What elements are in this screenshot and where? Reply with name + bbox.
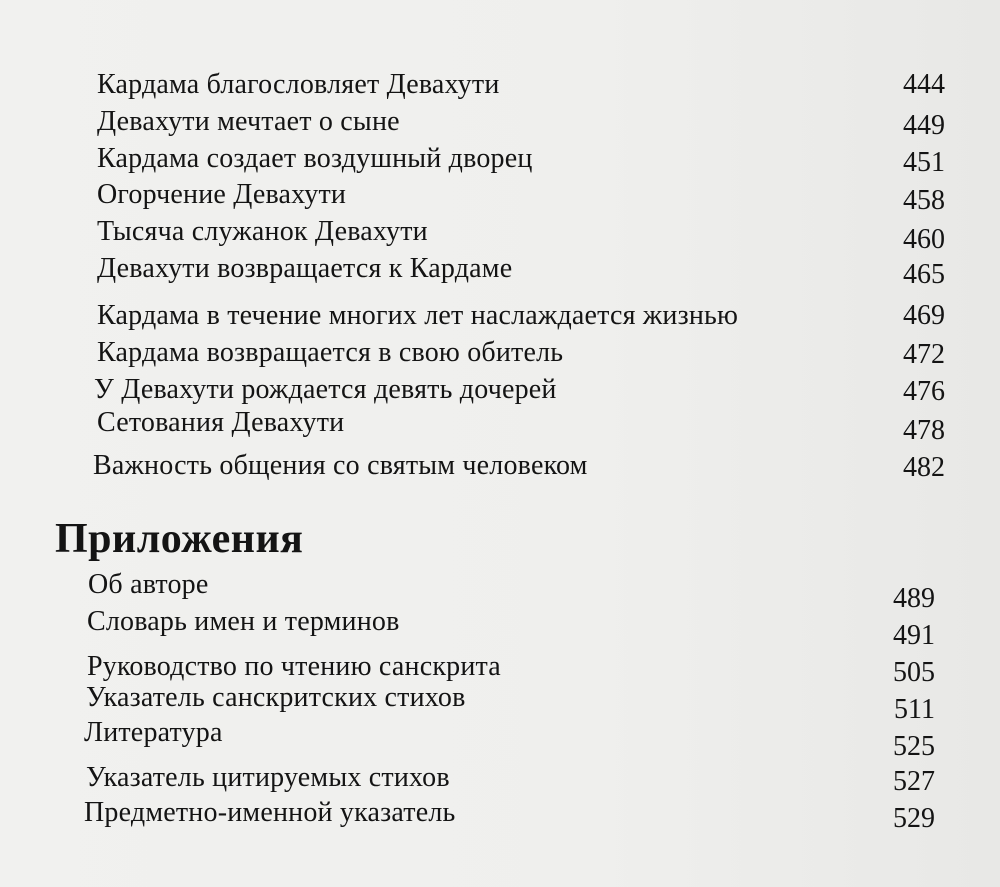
toc-entry — [0, 793, 1000, 833]
toc-entry — [0, 296, 1000, 336]
toc-entry-page: 511 — [894, 694, 935, 725]
toc-entry-page: 476 — [903, 376, 945, 407]
toc-entry-title: Тысяча служанок Девахути — [97, 216, 428, 247]
section-heading: Приложения — [55, 516, 304, 562]
toc-entry — [0, 446, 1000, 486]
toc-entry — [0, 758, 1000, 798]
toc-entry-page: 465 — [903, 259, 945, 290]
toc-entry-title: Указатель санскритских стихов — [86, 682, 466, 713]
toc-entry-page: 449 — [903, 110, 945, 141]
toc-entry-title: Словарь имен и терминов — [87, 606, 400, 637]
toc-entry-title: Руководство по чтению санскрита — [87, 651, 501, 682]
toc-entry — [0, 212, 1000, 255]
toc-entry — [0, 565, 1000, 614]
toc-entry — [0, 102, 1000, 142]
toc-entry-title: Огорчение Девахути — [97, 179, 347, 210]
toc-entry-page: 458 — [903, 185, 945, 216]
toc-entry-title: Сетования Девахути — [97, 407, 345, 438]
toc-entry-title: Кардама в течение многих лет наслаждается жизнью — [97, 300, 739, 331]
toc-entry-page: 489 — [893, 583, 935, 614]
toc-entry-title: Девахути возвращается к Кардаме — [97, 253, 513, 284]
toc-entry-page: 525 — [893, 731, 935, 762]
toc-entry — [0, 602, 1000, 651]
toc-entry — [0, 249, 1000, 289]
toc-entry-page: 451 — [903, 147, 945, 178]
toc-entry-page: 491 — [893, 620, 935, 651]
toc-entry-page: 478 — [903, 415, 945, 446]
toc-entry — [0, 678, 1000, 725]
toc-entry-page: 469 — [903, 300, 945, 331]
toc-entry-title: Кардама благословляет Девахути — [97, 69, 500, 100]
toc-entry-title: Девахути мечтает о сыне — [97, 106, 400, 137]
toc-entry-page: 529 — [893, 803, 935, 834]
toc-entry — [0, 65, 1000, 105]
toc-entry — [0, 175, 1000, 215]
toc-entry-title: Кардама создает воздушный дворец — [97, 143, 533, 174]
toc-entry-page: 472 — [903, 339, 945, 370]
toc-entry-title: У Девахути рождается девять дочерей — [94, 374, 557, 405]
toc-entry — [0, 333, 1000, 373]
toc-entry — [0, 403, 1000, 446]
toc-entry-title: Кардама возвращается в свою обитель — [97, 337, 564, 368]
toc-entry-page: 444 — [903, 69, 945, 100]
toc-entry-page: 460 — [903, 224, 945, 255]
toc-entry-title: Важность общения со святым человеком — [93, 450, 588, 481]
toc-entry-page: 505 — [893, 657, 935, 688]
toc-entry — [0, 713, 1000, 762]
toc-entry-title: Литература — [84, 717, 223, 748]
toc-entry-page: 482 — [903, 452, 945, 483]
toc-entry-title: Об авторе — [88, 569, 209, 600]
toc-entry — [0, 139, 1000, 179]
toc-entry-title: Указатель цитируемых стихов — [86, 762, 450, 793]
toc-entry-title: Предметно-именной указатель — [84, 797, 456, 828]
toc-entry-page: 527 — [893, 766, 935, 797]
